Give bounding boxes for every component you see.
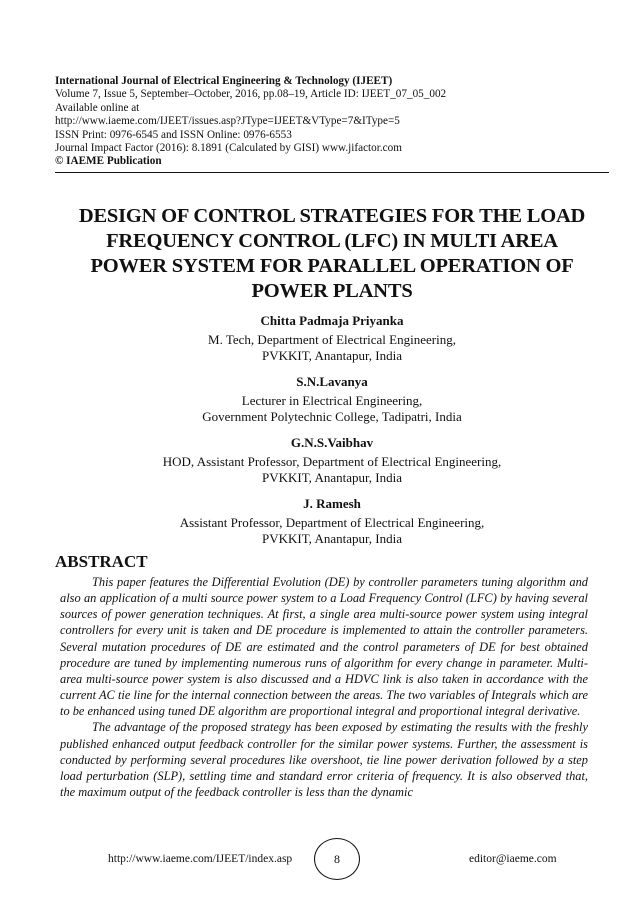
issn-info: ISSN Print: 0976-6545 and ISSN Online: 0976-6553 [55, 128, 292, 141]
author-block [40, 435, 624, 485]
page-number: 8 [314, 838, 360, 880]
author-block [40, 496, 624, 546]
author-affiliation: Government Polytechnic College, Tadipatri, India [202, 408, 462, 424]
availability-text: Available online at [55, 101, 140, 114]
abstract-body [60, 574, 588, 800]
author-affiliation: Assistant Professor, Department of Electrical Engineering, [179, 515, 485, 530]
author-affiliation: HOD, Assistant Professor, Department of Electrical Engineering, [162, 454, 502, 469]
title-line: POWER PLANTS [251, 280, 413, 302]
title-line: POWER SYSTEM FOR PARALLEL OPERATION OF [90, 255, 574, 277]
title-line: FREQUENCY CONTROL (LFC) IN MULTI AREA [106, 230, 558, 252]
footer-url[interactable]: http://www.iaeme.com/IJEET/index.asp [108, 853, 293, 865]
impact-factor: Journal Impact Factor (2016): 8.1891 (Calculated by GISI) www.jifactor.com [55, 142, 402, 155]
author-block [40, 313, 624, 363]
footer-email[interactable]: editor@iaeme.com [469, 853, 557, 865]
author-affiliation: PVKKIT, Anantapur, India [261, 469, 403, 485]
volume-info: Volume 7, Issue 5, September–October, 2016, pp.08–19, Article ID: IJEET_07_05_002 [55, 88, 447, 101]
journal-name: International Journal of Electrical Engineering & Technology (IJEET) [55, 75, 393, 87]
header-divider [55, 172, 609, 173]
author-list [40, 313, 624, 557]
author-affiliation: Lecturer in Electrical Engineering, [241, 393, 423, 408]
title-line: DESIGN OF CONTROL STRATEGIES FOR THE LOAD [78, 205, 586, 227]
issue-url[interactable]: http://www.iaeme.com/IJEET/issues.asp?JType=IJEET&VType=7&IType=5 [55, 115, 400, 128]
copyright-notice: © IAEME Publication [55, 155, 162, 168]
author-name: J. Ramesh [303, 496, 361, 511]
author-affiliation: PVKKIT, Anantapur, India [261, 347, 403, 363]
abstract-paragraph: This paper features the Differential Evolution (DE) by controller parameters tuning algorithm and also an application of a multi source power system to a Load Frequency Control (LFC) by having several sources of power generation techniques. At first, a single area multi-source power system using integral controllers for every unit is taken and DE procedure is implemented to attain the controller parameters. Several mutation procedures of DE are estimated and the control parameters of DE for best obtained procedure are tuned by implementing numerous runs of algorithm for every change in parameter. Multi-area multi-source power system is also discussed and a HDVC link is also taken in accordance with the current AC tie line for the internal connection between the areas. The two variables of Integrals which are to be enhanced using tuned DE algorithm are proportional integral and proportional integral derivative. [60, 575, 588, 719]
abstract-heading: ABSTRACT [55, 552, 148, 571]
paper-title [40, 204, 624, 304]
abstract-paragraph: The advantage of the proposed strategy has been exposed by estimating the results with the freshly published enhanced output feedback controller for the similar power systems. Further, the assessment is conducted by performing several procedures like overshoot, tie line power derivation followed by a step load perturbation (SLP), settling time and standard error criteria of frequency. It is also observed that, the maximum output of the feedback controller is less than the dynamic [60, 720, 588, 800]
author-name: S.N.Lavanya [296, 374, 368, 389]
author-name: Chitta Padmaja Priyanka [260, 313, 404, 328]
author-affiliation: M. Tech, Department of Electrical Engineering, [208, 332, 456, 347]
journal-header [55, 75, 610, 169]
author-name: G.N.S.Vaibhav [290, 435, 374, 450]
author-block [40, 374, 624, 424]
author-affiliation: PVKKIT, Anantapur, India [261, 530, 403, 546]
